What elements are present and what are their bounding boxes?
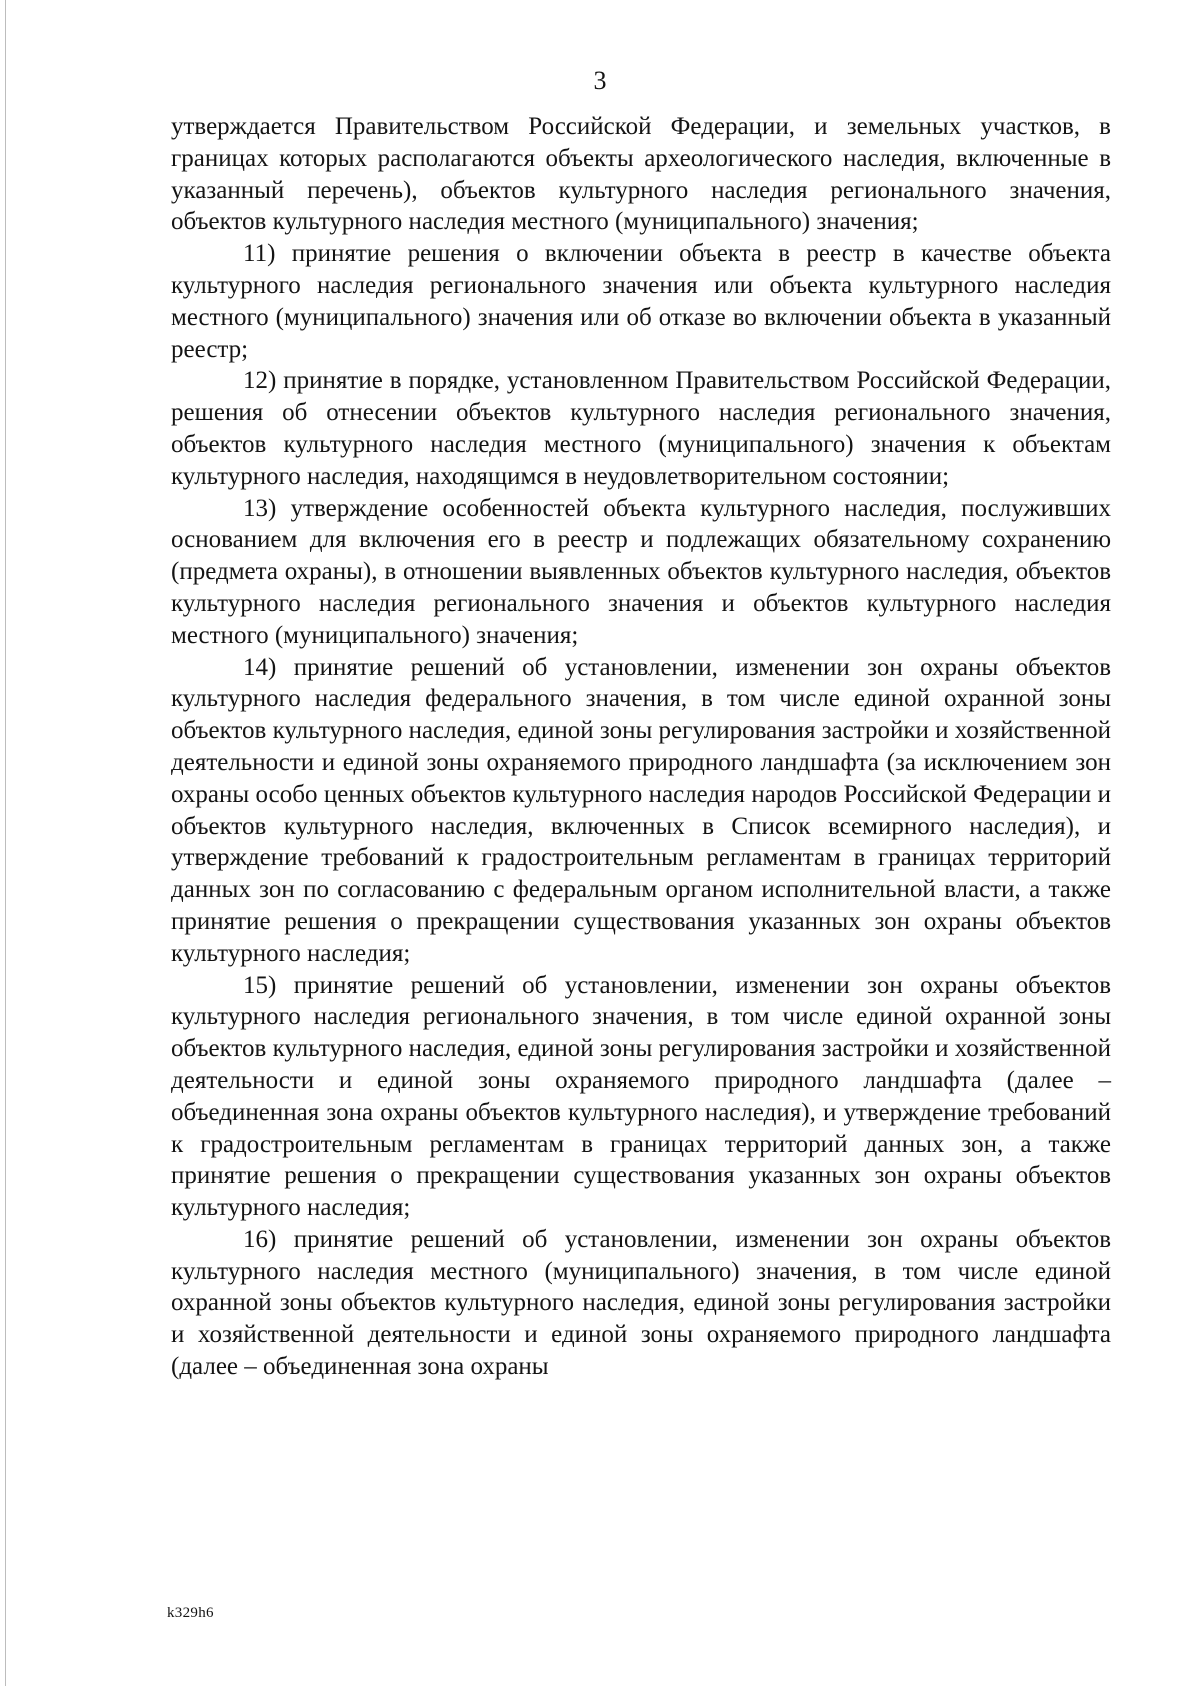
page-number: 3 — [593, 66, 607, 95]
paragraph-continuation: утверждается Правительством Российской Федерации, и земельных участков, в границах которых располагаются объекты археологического наследия, включенные в указанный перечень), объектов культурного наследия регионального значения, объектов культурного наследия местного (муниципального) значения; — [171, 113, 1111, 236]
paragraph-item-12: 12) принятие в порядке, установленном Правительством Российской Федерации, решения об отнесении объектов культурного наследия регионального значения, объектов культурного наследия местного (муниципального) значения к объектам культурного наследия, находящимся в неудовлетворительном состоянии; — [171, 367, 1111, 490]
paragraph-item-16: 16) принятие решений об установлении, изменении зон охраны объектов культурного наследия местного (муниципального) значения, в том числе единой охранной зоны объектов культурного наследия, единой зоны регулирования застройки и хозяйственной деятельности и единой зоны охраняемого природного ландшафта (далее – объединенная зона охраны — [171, 1225, 1111, 1381]
footer-document-code: k329h6 — [167, 1605, 214, 1621]
paragraph-item-11: 11) принятие решения о включении объекта в реестр в качестве объекта культурного наследия регионального значения или объекта культурного наследия местного (муниципального) значения или об отказе во включении объекта в указанный реестр; — [171, 240, 1111, 363]
paragraph-item-14: 14) принятие решений об установлении, изменении зон охраны объектов культурного наследия федерального значения, в том числе единой охранной зоны объектов культурного наследия, единой зоны регулирования застройки и хозяйственной деятельности и единой зоны охраняемого природного ландшафта (за исключением зон охраны особо ценных объектов культурного наследия народов Российской Федерации и объектов культурного наследия, включенных в Список всемирного наследия), и утверждение требований к градостроительным регламентам в границах территорий данных зон по согласованию с федеральным органом исполнительной власти, а также принятие решения о прекращении существования указанных зон охраны объектов культурного наследия; — [171, 653, 1111, 967]
scan-edge-line — [5, 0, 6, 1686]
document-body — [171, 111, 1111, 1383]
paragraph-item-13: 13) утверждение особенностей объекта культурного наследия, послуживших основанием для включения его в реестр и подлежащих обязательному сохранению (предмета охраны), в отношении выявленных объектов культурного наследия, объектов культурного наследия регионального значения и объектов культурного наследия местного (муниципального) значения; — [171, 494, 1111, 649]
paragraph-item-15: 15) принятие решений об установлении, изменении зон охраны объектов культурного наследия регионального значения, в том числе единой охранной зоны объектов культурного наследия, единой зоны регулирования застройки и хозяйственной деятельности и единой зоны охраняемого природного ландшафта (далее – объединенная зона охраны объектов культурного наследия), и утверждение требований к градостроительным регламентам в границах территорий данных зон, а также принятие решения о прекращении существования указанных зон охраны объектов культурного наследия; — [171, 971, 1111, 1222]
